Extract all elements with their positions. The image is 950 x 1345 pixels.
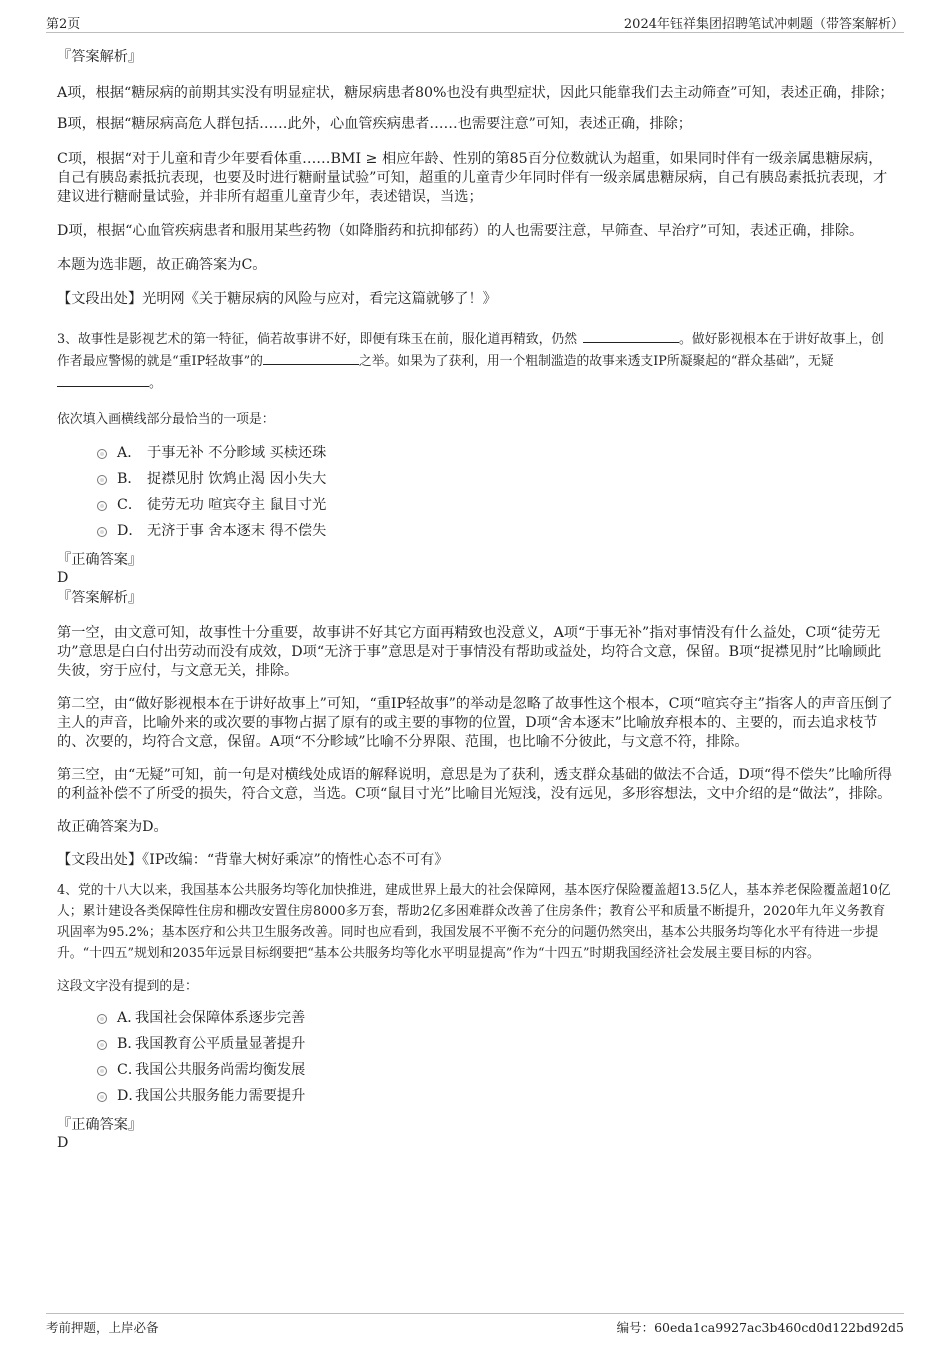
q2-analysis-c: C项，根据“对于儿童和青少年要看体重……BMI ≥ 相应年龄、性别的第85百分位数就认为超重，如果同时伴有一级亲属患糖尿病，自己有胰岛素抵抗表现，也要及时进行糖耐量试验”可知，超重的儿童青少年同时伴有一级亲属患糖尿病，自己有胰岛素抵抗表现，才建议进行糖耐量试验，并非所有超重儿童青少年，表述错误，当选；	[57, 151, 888, 205]
q3-analysis-3: 第三空，由“无疑”可知，前一句是对横线处成语的解释说明，意思是为了获利，透支群众基础的做法不合适，D项“得不偿失”比喻所得的利益补偿不了所受的损失，符合文意，当选。C项“鼠目寸光”比喻目光短浅，没有远见，多形容想法，文中介绍的是“做法”，排除。	[57, 767, 892, 802]
option-letter: B．	[117, 471, 142, 487]
q4-options	[57, 1008, 895, 1112]
q3-stem-part1: 3、故事性是影视艺术的第一特征，倘若故事讲不好，即便有珠玉在前，服化道再精致，仍然	[57, 332, 578, 347]
option-text: 我国公共服务能力需要提升	[135, 1088, 306, 1104]
q3-prompt: 依次填入画横线部分最恰当的一项是：	[57, 412, 275, 427]
q3-source: 【文段出处】《IP改编：“背靠大树好乘凉”的惰性心态不可有》	[57, 852, 449, 868]
q4-prompt: 这段文字没有提到的是：	[57, 979, 198, 994]
option-text: 我国社会保障体系逐步完善	[135, 1010, 306, 1026]
q3-blank-2	[263, 351, 359, 365]
q3-analysis-2: 第二空，由“做好影视根本在于讲好故事上”可知，“重IP轻故事”的举动是忽略了故事性这个根本，C项“喧宾夺主”指客人的声音压倒了主人的声音，比喻外来的或次要的事物占据了原有的或主要的事物的位置，D项“舍本逐末”比喻放弃根本的、主要的，而去追求枝节的、次要的，均符合文意，保留。A项“不分畛域”比喻不分界限、范围，也比喻不分彼此，与文意不符，排除。	[57, 696, 893, 750]
option-text: 我国公共服务尚需均衡发展	[135, 1062, 306, 1078]
q3-correct-label: 『正确答案』	[57, 552, 143, 568]
q3-stem-part4: 。	[149, 376, 162, 391]
footer-motto: 考前押题，上岸必备	[46, 1320, 159, 1335]
option-letter: C．	[117, 1062, 143, 1078]
q3-option-d[interactable]	[57, 521, 895, 547]
q3-blank-3	[57, 373, 149, 387]
q4-stem: 4、党的十八大以来，我国基本公共服务均等化加快推进，建成世界上最大的社会保障网，基本医疗保险覆盖超13.5亿人，基本养老保险覆盖超10亿人；累计建设各类保障性住房和棚改安置住房8000多万套，帮助2亿多困难群众改善了住房条件；教育公平和质量不断提升，2020年九年义务教育巩固率为95.2%；基本医疗和公共卫生服务改善。同时也应看到，我国发展不平衡不充分的问题仍然突出，基本公共服务均等化水平有待进一步提升。“十四五”规划和2035年远景目标纲要把“基本公共服务均等化水平明显提高”作为“十四五”时期我国经济社会发展主要目标的内容。	[57, 883, 891, 961]
q3-analysis-label: 『答案解析』	[57, 590, 143, 606]
q3-option-a[interactable]	[57, 443, 895, 469]
q3-option-b[interactable]	[57, 469, 895, 495]
footer-code	[617, 1318, 904, 1336]
radio-icon[interactable]	[97, 475, 107, 485]
footer-code-label: 编号：	[616, 1320, 655, 1335]
radio-icon[interactable]	[97, 1066, 107, 1076]
q2-analysis-a: A项，根据“糖尿病的前期其实没有明显症状，糖尿病患者80%也没有典型症状，因此只能靠我们去主动筛查”可知，表述正确，排除；	[57, 85, 894, 101]
q3-option-c[interactable]	[57, 495, 895, 521]
option-text: 无济于事 舍本逐末 得不偿失	[147, 523, 327, 539]
footer-code-value: 60eda1ca9927ac3b460cd0d122bd92d5	[654, 1320, 904, 1335]
option-letter: D．	[117, 1088, 143, 1104]
q3-stem	[57, 329, 895, 395]
q2-analysis-d: D项，根据“心血管疾病患者和服用某些药物（如降脂药和抗抑郁药）的人也需要注意，早筛查、早治疗”可知，表述正确，排除。	[57, 223, 864, 239]
page-footer	[46, 1313, 904, 1336]
option-letter: C．	[117, 497, 143, 513]
q2-conclusion: 本题为选非题，故正确答案为C。	[57, 257, 267, 273]
radio-icon[interactable]	[97, 1040, 107, 1050]
option-text: 我国教育公平质量显著提升	[135, 1036, 306, 1052]
q4-correct-answer: D	[57, 1135, 69, 1151]
q3-conclusion: 故正确答案为D。	[57, 819, 168, 835]
q4-correct-label: 『正确答案』	[57, 1117, 143, 1133]
q3-stem-part2: 。做好影视根本在于讲好故事上，创作者最应警惕的就是“重IP轻故事”的	[57, 332, 884, 369]
option-text: 于事无补 不分畛域 买椟还珠	[147, 445, 327, 461]
q4-option-c[interactable]	[57, 1060, 895, 1086]
option-letter: A．	[117, 445, 142, 461]
q4-option-b[interactable]	[57, 1034, 895, 1060]
radio-icon[interactable]	[97, 1014, 107, 1024]
radio-icon[interactable]	[97, 527, 107, 537]
page-header	[46, 10, 904, 33]
q2-source: 【文段出处】光明网《关于糖尿病的风险与应对，看完这篇就够了！》	[57, 291, 497, 307]
radio-icon[interactable]	[97, 449, 107, 459]
option-letter: D．	[117, 523, 143, 539]
q2-analysis-label: 『答案解析』	[57, 49, 143, 65]
q3-analysis-1: 第一空，由文意可知，故事性十分重要，故事讲不好其它方面再精致也没意义，A项“于事无补”指对事情没有什么益处，C项“徒劳无功”意思是白白付出劳动而没有成效，D项“无济于事”意思是对于事情没有帮助或益处，均符合文意，保留。B项“捉襟见肘”比喻顾此失彼，穷于应付，与文意无关，排除。	[57, 625, 882, 679]
q4-option-a[interactable]	[57, 1008, 895, 1034]
option-letter: B．	[117, 1036, 142, 1052]
page-number: 第2页	[46, 17, 81, 32]
q2-analysis-b: B项，根据“糖尿病高危人群包括……此外，心血管疾病患者……也需要注意”可知，表述正确，排除；	[57, 116, 692, 132]
q3-correct-answer: D	[57, 570, 69, 586]
radio-icon[interactable]	[97, 1092, 107, 1102]
option-text: 徒劳无功 喧宾夺主 鼠目寸光	[147, 497, 327, 513]
radio-icon[interactable]	[97, 501, 107, 511]
page-content	[57, 44, 895, 1152]
q4-option-d[interactable]	[57, 1086, 895, 1112]
document-title: 2024年钰祥集团招聘笔试冲刺题（带答案解析）	[623, 17, 904, 32]
q3-stem-part3: 之举。如果为了获利，用一个粗制滥造的故事来透支IP所凝聚起的“群众基础”，无疑	[358, 354, 834, 369]
q3-blank-1	[583, 329, 679, 343]
option-text: 捉襟见肘 饮鸩止渴 因小失大	[147, 471, 327, 487]
q3-options	[57, 443, 895, 547]
option-letter: A．	[117, 1010, 142, 1026]
